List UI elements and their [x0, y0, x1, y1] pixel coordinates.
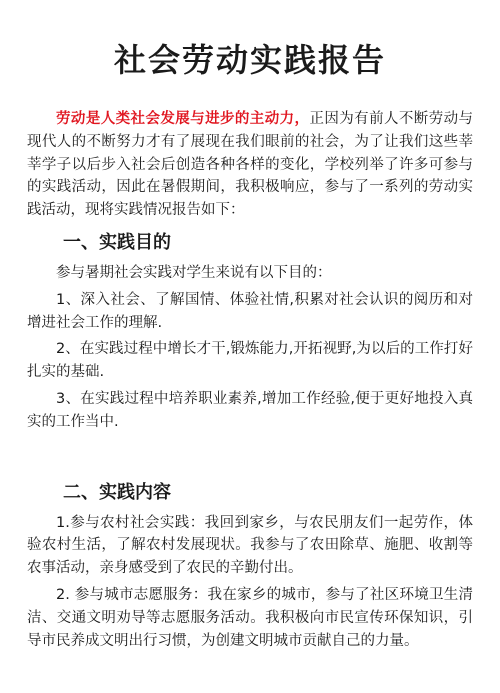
section1-item-2: 2、在实践过程中增长才干,锻炼能力,开拓视野,为以后的工作打好扎实的基础.	[27, 341, 473, 381]
intro-lead: 劳动是人类社会发展与进步的主动力，	[56, 111, 310, 127]
section1-item-1: 1、深入社会、了解国情、体验社情,积累对社会认识的阅历和对增进社会工作的理解.	[27, 291, 473, 331]
intro-text: 正因为有前人不断劳动与现代人的不断努力才有了展现在我们眼前的社会，为了让我们这些莘莘学子以后步入社会后创造各种各样的变化，学校列举了许多可参与的实践活动，因此在暑假期间，我积极响应，参与了一系列的劳动实践活动，现将实践情况报告如下：	[27, 111, 474, 219]
section1-intro: 参与暑期社会实践对学生来说有以下目的：	[56, 264, 332, 281]
section-spacer	[27, 438, 473, 474]
intro-paragraph	[27, 108, 473, 222]
document-title: 社会劳动实践报告	[113, 41, 386, 79]
section1-item-3: 3、在实践过程中培养职业素养,增加工作经验,便于更好地投入真实的工作当中.	[27, 390, 473, 430]
section2-heading: 二、实践内容	[63, 481, 171, 503]
section2-item-1: 1.参与农村社会实践：我回到家乡，与农民朋友们一起劳作，体验农村生活，了解农村发展现状。我参与了农田除草、施肥、收割等农事活动，亲身感受到了农民的辛勤付出。	[27, 514, 473, 577]
section2-item-2: 2. 参与城市志愿服务：我在家乡的城市，参与了社区环境卫生清洁、交通文明劝导等志愿服务活动。我积极向市民宣传环保知识，引导市民养成文明出行习惯，为创建文明城市贡献自己的力量。	[27, 586, 473, 649]
section1-heading: 一、实践目的	[63, 231, 171, 253]
